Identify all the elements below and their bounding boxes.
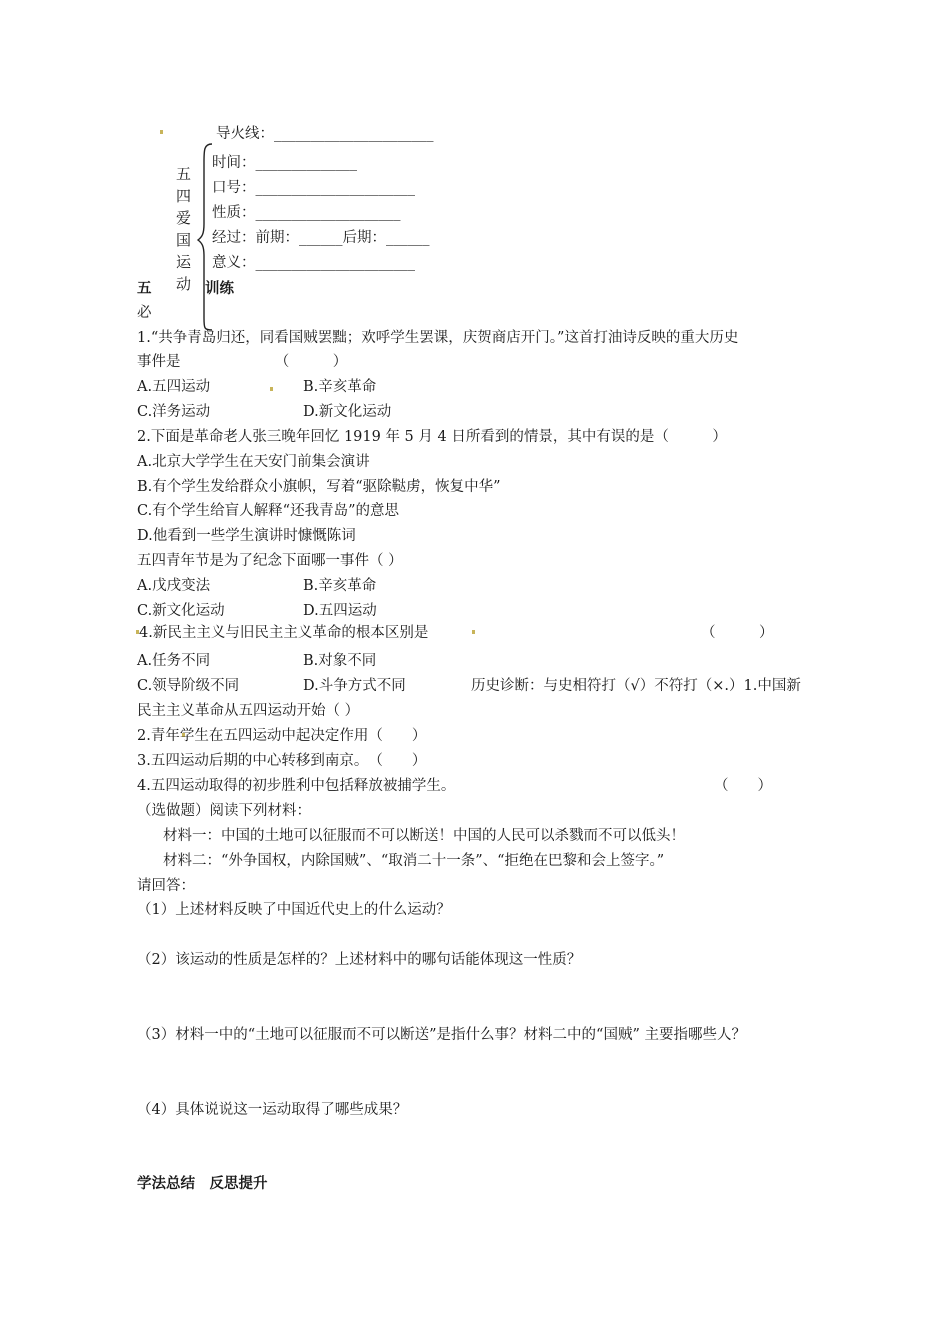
- diagram-item-significance: 意义：______________________: [212, 255, 415, 271]
- q4-option-a: A.任务不同: [137, 653, 211, 669]
- scan-mark: [270, 387, 273, 391]
- diagram-item-process: 经过：前期：______后期：______: [212, 230, 430, 246]
- q3-option-c: C.新文化运动: [137, 603, 225, 619]
- diagram-item-time: 时间：______________: [212, 155, 357, 171]
- q1-option-a: A.五四运动: [137, 379, 211, 395]
- diagram-item-slogan: 口号：______________________: [212, 180, 415, 196]
- reading-question-3: （3）材料一中的“土地可以征服而不可以断送”是指什么事？材料二中的“国贼” 主要指哪些人？: [137, 1027, 746, 1043]
- q2-option-d: D.他看到一些学生演讲时慷慨陈词: [137, 528, 356, 544]
- true-false-1: 民主主义革命从五四运动开始（ ）: [137, 703, 360, 719]
- reading-intro: （选做题）阅读下列材料：: [137, 803, 311, 819]
- history-diagnosis-heading: 历史诊断：与史相符打（√）不符打（×.）1.中国新: [471, 678, 801, 694]
- q1-option-c: C.洋务运动: [137, 404, 211, 420]
- q2-option-c: C.有个学生给盲人解释“还我青岛”的意思: [137, 503, 400, 519]
- q3-option-a: A.戊戌变法: [137, 578, 211, 594]
- section-heading-prefix: 五: [137, 280, 152, 297]
- reading-question-2: （2）该运动的性质是怎样的？上述材料中的哪句话能体现这一性质？: [137, 952, 582, 968]
- vertical-title-char: 运: [176, 253, 192, 271]
- vertical-title-char: 四: [176, 187, 192, 205]
- q2-option-b: B.有个学生发给群众小旗帜，写着“驱除鞑虏，恢复中华”: [137, 479, 501, 495]
- q1-option-b: B.辛亥革命: [303, 379, 377, 395]
- question-3: 五四青年节是为了纪念下面哪一事件（ ）: [137, 553, 403, 569]
- vertical-title-char: 动: [176, 275, 192, 293]
- scan-mark: [160, 130, 163, 134]
- q3-option-d: D.五四运动: [303, 603, 377, 619]
- true-false-4-paren: （ ）: [714, 778, 772, 794]
- q4-option-c: C.领导阶级不同: [137, 678, 240, 694]
- true-false-2: 2.青年学生在五四运动中起决定作用（ ）: [137, 728, 427, 744]
- q3-option-b: B.辛亥革命: [303, 578, 377, 594]
- question-4: 4.新民主主义与旧民主主义革命的根本区别是: [139, 625, 429, 641]
- true-false-4: 4.五四运动取得的初步胜利中包括释放被捕学生。: [137, 778, 456, 794]
- section-heading: 训练: [205, 280, 234, 297]
- question-4-paren: （ ）: [701, 625, 774, 641]
- material-2: 材料二：“外争国权，内除国贼”、“取消二十一条”、“拒绝在巴黎和会上签字。”: [163, 853, 665, 869]
- q4-option-b: B.对象不同: [303, 653, 377, 669]
- vertical-title-char: 爱: [176, 209, 192, 227]
- vertical-title-char: 国: [176, 231, 192, 249]
- summary-heading: 学法总结 反思提升: [137, 1175, 268, 1192]
- question-2: 2.下面是革命老人张三晚年回忆 1919 年 5 月 4 日所看到的情景，其中有误的是（ ）: [137, 429, 727, 445]
- diagram-fuse: 导火线：______________________: [216, 126, 434, 142]
- section-subheading: 必: [137, 305, 152, 321]
- reading-question-1: （1）上述材料反映了中国近代史上的什么运动？: [137, 902, 451, 918]
- question-1: 1.“共争青岛归还，同看国贼罢黜；欢呼学生罢课，庆贺商店开门。”这首打油诗反映的重大历史: [137, 330, 739, 346]
- reading-question-4: （4）具体说说这一运动取得了哪些成果？: [137, 1102, 408, 1118]
- scan-mark: [472, 630, 475, 634]
- q4-option-d: D.斗争方式不同: [303, 678, 406, 694]
- diagram-item-nature: 性质：____________________: [212, 205, 401, 221]
- true-false-3: 3.五四运动后期的中心转移到南京。 （ ）: [137, 753, 427, 769]
- vertical-title-char: 五: [176, 165, 192, 183]
- material-1: 材料一：中国的土地可以征服而不可以断送！中国的人民可以杀戮而不可以低头！: [163, 828, 685, 844]
- answer-prompt: 请回答：: [137, 878, 195, 894]
- question-1-cont: 事件是 （ ）: [137, 354, 348, 370]
- q1-option-d: D.新文化运动: [303, 404, 392, 420]
- q2-option-a: A.北京大学学生在天安门前集会演讲: [137, 454, 370, 470]
